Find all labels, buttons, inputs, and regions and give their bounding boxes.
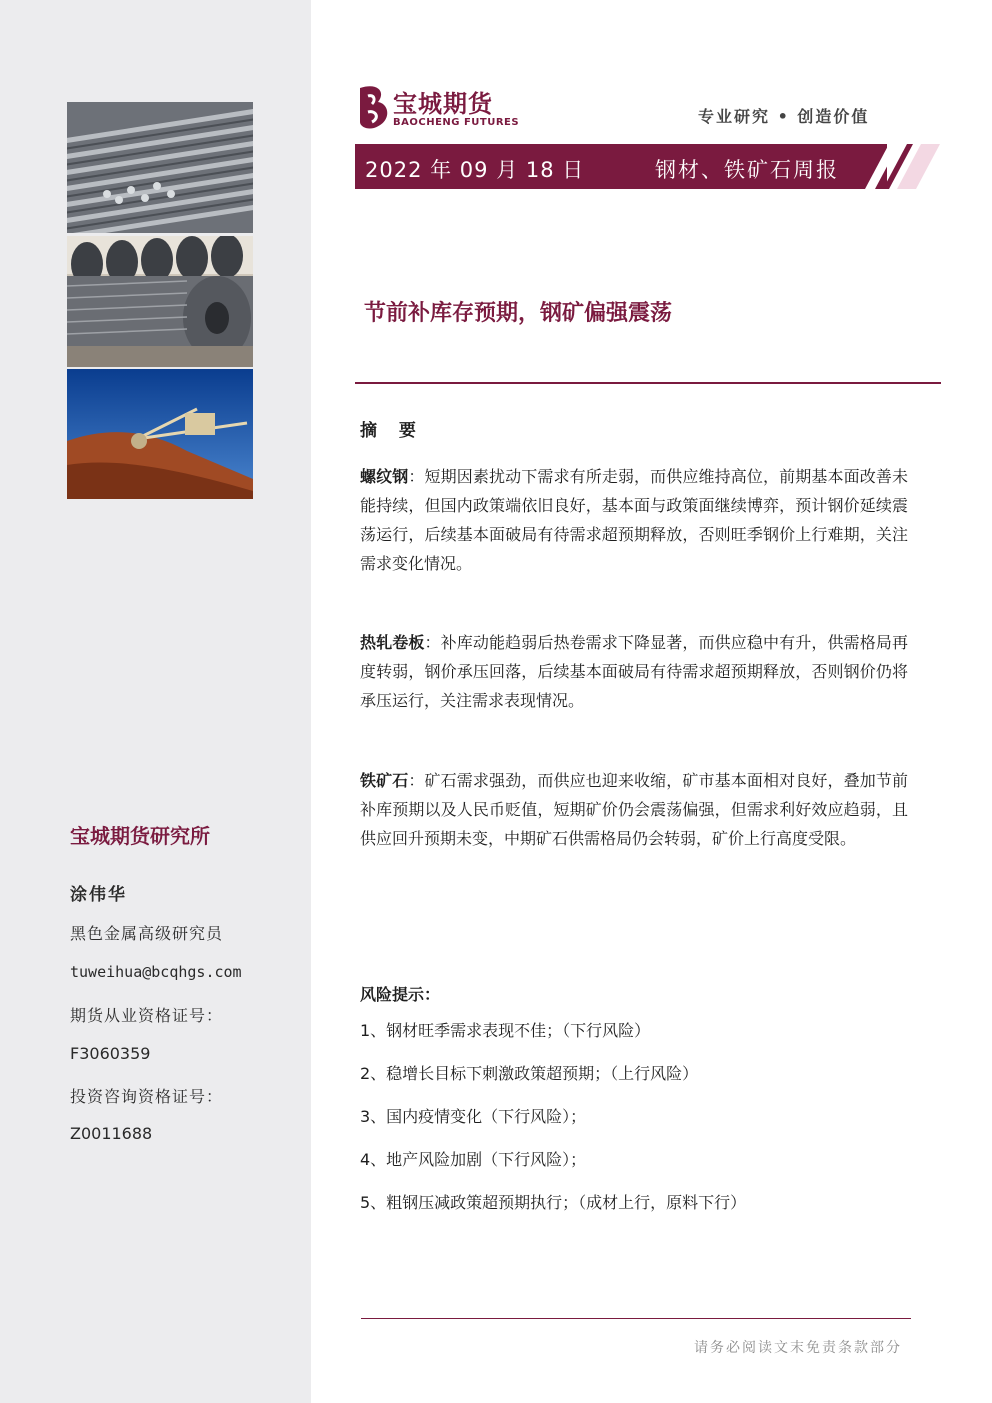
disclaimer-note: 请务必阅读文末免责条款部分 (694, 1340, 902, 1356)
risk-item: 2、稳增长目标下刺激政策超预期；（上行风险） (360, 1064, 699, 1083)
analyst-email[interactable]: tuweihua@bcqhgs.com (70, 963, 242, 981)
advisory-cert-number: Z0011688 (70, 1124, 153, 1143)
iron-ore-paragraph (360, 766, 908, 853)
research-institute-name: 宝城期货研究所 (70, 824, 210, 848)
risk-item: 4、地产风险加剧（下行风险）； (360, 1150, 587, 1169)
rebar-text: ：短期因素扰动下需求有所走弱，而供应维持高位，前期基本面改善未能持续，但国内政策端依旧良好，基本面与政策面继续博弈，预计钢价延续震荡运行，后续基本面破局有待需求超预期释放，否则旺季钢价上行难期，关注需求变化情况。 (360, 467, 908, 573)
futures-cert-label: 期货从业资格证号： (70, 1006, 224, 1025)
analyst-name: 涂伟华 (70, 885, 127, 905)
rebar-label: 螺纹钢 (360, 467, 409, 486)
iron-ore-label: 铁矿石 (360, 771, 409, 790)
sidebar (0, 0, 311, 1403)
report-date: 2022 年 09 月 18 日 (365, 158, 585, 182)
hot-rolled-coil-paragraph (360, 628, 908, 715)
analyst-title: 黑色金属高级研究员 (70, 924, 224, 943)
risk-item: 3、国内疫情变化（下行风险）； (360, 1107, 587, 1126)
brand-name-en: BAOCHENG FUTURES (393, 117, 520, 128)
iron-ore-photo (67, 369, 253, 499)
summary-heading: 摘 要 (360, 421, 424, 441)
report-banner (355, 144, 940, 189)
divider-bottom (361, 1318, 911, 1319)
banner-stripes-decoration (855, 144, 940, 189)
risk-item: 5、粗钢压减政策超预期执行；（成材上行，原料下行） (360, 1193, 747, 1212)
hot-rolled-coil-label: 热轧卷板 (360, 633, 425, 652)
rebar-photo (67, 102, 253, 233)
iron-ore-text: ：矿石需求强劲，而供应也迎来收缩，矿市基本面相对良好，叠加节前补库预期以及人民币贬值，短期矿价仍会震荡偏强，但需求利好效应趋弱，且供应回升预期未变，中期矿石供需格局仍会转弱，矿价上行高度受限。 (360, 771, 908, 848)
rebar-paragraph (360, 462, 908, 578)
hot-rolled-coil-text: ：补库动能趋弱后热卷需求下降显著，而供应稳中有升，供需格局再度转弱，钢价承压回落，后续基本面破局有待需求超预期释放，否则钢价仍将承压运行，关注需求表现情况。 (360, 633, 908, 710)
headline: 节前补库存预期，钢矿偏强震荡 (364, 301, 673, 326)
report-type: 钢材、铁矿石周报 (655, 158, 839, 182)
futures-cert-number: F3060359 (70, 1044, 151, 1063)
brand-name: 宝城期货 (393, 90, 493, 118)
divider-top (355, 382, 941, 384)
slogan: 专业研究 • 创造价值 (698, 107, 870, 126)
risk-item: 1、钢材旺季需求表现不佳；（下行风险） (360, 1021, 651, 1040)
steel-coil-photo (67, 236, 253, 367)
risk-list (360, 1016, 746, 1231)
risk-heading: 风险提示： (360, 985, 441, 1004)
advisory-cert-label: 投资咨询资格证号： (70, 1087, 224, 1106)
